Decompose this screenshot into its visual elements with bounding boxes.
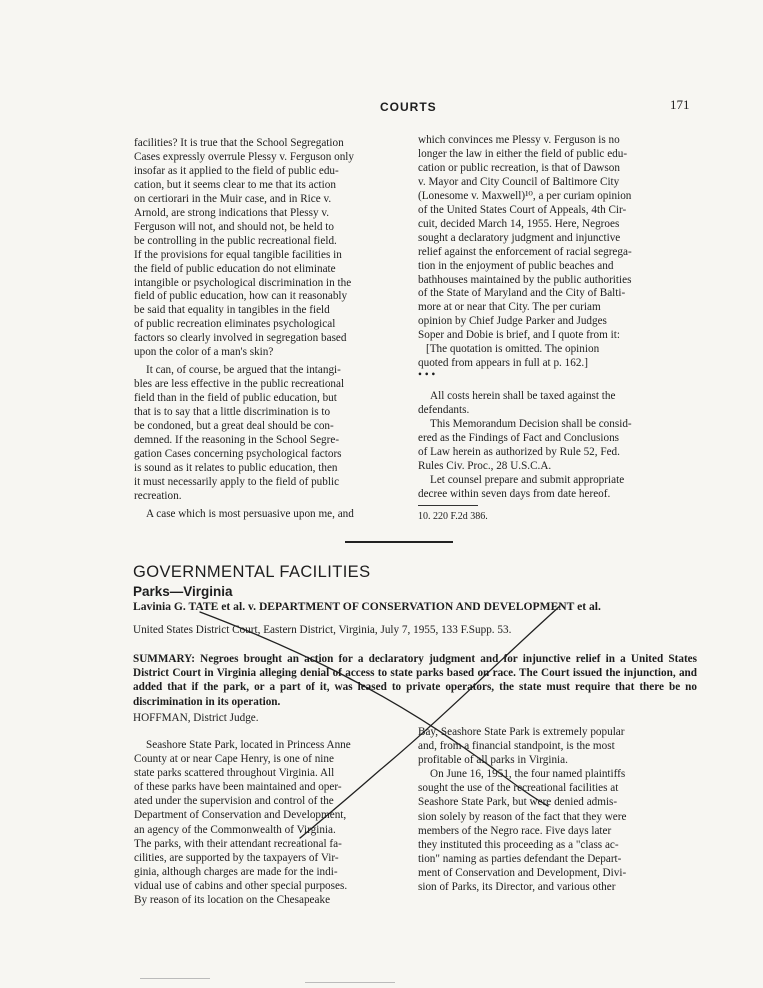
text-line: of the United States Court of Appeals, 4th Cir- — [418, 203, 627, 216]
text-line: Let counsel prepare and submit appropriate — [430, 473, 625, 486]
text-line: Cases expressly overrule Plessy v. Ferguson only — [134, 150, 354, 163]
text-line: the field of public education do not eliminate — [134, 262, 336, 275]
case-title: Lavinia G. TATE et al. v. DEPARTMENT OF CONSERVATION AND DEVELOPMENT et al. — [133, 600, 601, 613]
text-line: be controlling in the public recreational field. — [134, 234, 337, 247]
text-line: ment of Conservation and Development, Divi- — [418, 866, 627, 879]
text-line: bles are less effective in the public recreational — [134, 378, 345, 391]
text-line: Bay, Seashore State Park is extremely popular — [418, 726, 625, 738]
section-title: GOVERNMENTAL FACILITIES — [133, 563, 371, 581]
running-head: COURTS — [380, 100, 437, 114]
text-line: Department of Conservation and Development, — [134, 809, 347, 822]
page-number: 171 — [670, 97, 690, 112]
text-line: profitable of all parks in Virginia. — [418, 754, 568, 767]
text-line: bathhouses maintained by the public authorities — [418, 273, 632, 286]
text-line: quoted from appears in full at p. 162.] — [418, 357, 588, 370]
text-line: factors so clearly involved in segregation based — [134, 332, 347, 345]
text-line: tion" naming as parties defendant the Depart- — [418, 852, 622, 865]
text-line: be condoned, but a great deal should be con- — [134, 420, 334, 433]
text-line: insofar as it applied to the field of public edu- — [134, 164, 339, 177]
text-line: which convinces me Plessy v. Ferguson is no — [418, 134, 620, 146]
text-line: opinion by Chief Judge Parker and Judges — [418, 315, 607, 328]
text-line: On June 16, 1951, the four named plaintiffs — [430, 768, 626, 781]
text-line: an agency of the Commonwealth of Virginia. — [134, 823, 336, 836]
text-line: If the provisions for equal tangible facilities in — [134, 248, 342, 261]
text-line: of these parks have been maintained and oper- — [134, 781, 342, 794]
text-line: This Memorandum Decision shall be consid- — [430, 418, 632, 431]
scan-edge-mark — [305, 982, 395, 983]
text-line: All costs herein shall be taxed against the — [430, 390, 616, 403]
text-line: ginia, although charges are made for the indi- — [134, 865, 338, 878]
text-line: 10. 220 F.2d 386. — [418, 510, 488, 522]
text-line: facilities? It is true that the School Segregation — [134, 137, 344, 149]
text-line: cation, but it seems clear to me that its action — [134, 178, 336, 191]
text-line: County at or near Cape Henry, is one of nine — [134, 753, 334, 766]
text-line: Ferguson will not, and should not, be held to — [134, 220, 334, 233]
text-line: demned. If the reasoning in the School Segre- — [134, 434, 340, 447]
text-line: sought the use of the recreational facilities at — [418, 782, 619, 795]
text-line: v. Mayor and City Council of Baltimore City — [418, 175, 620, 188]
text-line: ated under the supervision and control of the — [134, 795, 334, 808]
text-line: gation Cases concerning psychological factors — [134, 447, 342, 460]
text-line: relief against the enforcement of racial segrega- — [418, 245, 632, 258]
text-line: The parks, with their attendant recreational fa- — [134, 837, 342, 850]
text-line: sought a declaratory judgment and injunctive — [418, 231, 621, 244]
text-line: defendants. — [418, 404, 470, 417]
text-line: that is to say that a little discrimination is to — [134, 406, 331, 419]
text-line: more at or near that City. The per curiam — [418, 301, 601, 314]
text-line: sion of Parks, its Director, and various other — [418, 881, 616, 894]
court-citation: United States District Court, Eastern District, Virginia, July 7, 1955, 133 F.Supp. 53. — [133, 624, 512, 636]
text-line: Soper and Dobie is brief, and I quote from it: — [418, 329, 620, 342]
text-line: race. The Court issued the injunction, and added that if the park, or a part of it, was leased — [133, 667, 697, 694]
text-line: It can, of course, be argued that the intangi- — [146, 364, 341, 377]
text-line: on certiorari in the Muir case, and in Rice v. — [134, 192, 332, 205]
text-line: in a United States District Court in Virginia alleging denial of access to state parks based on — [133, 653, 697, 680]
text-line: of public recreation eliminates psychological — [134, 318, 336, 331]
text-line: • • • — [418, 369, 436, 382]
text-line: and, from a financial standpoint, is the most — [418, 740, 615, 753]
text-line: upon the color of a man's skin? — [134, 346, 274, 359]
text-line: Rules Civ. Proc., 28 U.S.C.A. — [418, 459, 552, 472]
text-line: recreation. — [134, 489, 182, 502]
text-line: they instituted this proceeding as a "class ac- — [418, 838, 619, 851]
text-line: it must necessarily apply to the field of public — [134, 475, 340, 488]
text-line: SUMMARY: Negroes brought an action for a declaratory judgment and for injunctive relief — [133, 653, 601, 665]
text-line: cilities, are supported by the taxpayers of Vir- — [134, 851, 339, 864]
text-line: By reason of its location on the Chesapeake — [134, 894, 331, 907]
text-line: cuit, decided March 14, 1955. Here, Negroes — [418, 217, 620, 230]
text-line: tion in the enjoyment of public beaches and — [418, 259, 614, 272]
text-line: Seashore State Park, but were denied admis- — [418, 796, 618, 809]
text-line: [The quotation is omitted. The opinion — [426, 343, 600, 356]
text-line: Seashore State Park, located in Princess Anne — [146, 739, 351, 751]
text-line: is sound as it relates to public education, then — [134, 461, 338, 474]
text-line: ered as the Findings of Fact and Conclusions — [418, 432, 620, 445]
text-line: (Lonesome v. Maxwell)¹⁰, a per curiam opinion — [418, 189, 632, 202]
text-line: to private operators, the state must require that there be no discrimination in its operation. — [133, 681, 698, 708]
section-subtitle: Parks—Virginia — [133, 584, 233, 599]
text-line: A case which is most persuasive upon me, and — [146, 507, 354, 520]
text-line: state parks scattered throughout Virginia. All — [134, 767, 335, 780]
text-line: of Law herein as authorized by Rule 52, Fed. — [418, 446, 620, 459]
text-line: members of the Negro race. Five days later — [418, 824, 612, 837]
text-line: longer the law in either the field of public edu- — [418, 147, 628, 160]
text-line: be said that equality in tangibles in the field — [134, 304, 330, 317]
text-line: cation or public recreation, is that of Dawson — [418, 161, 620, 174]
text-line: intangible or psychological discrimination in the — [134, 276, 352, 289]
text-line: Arnold, are strong indications that Plessy v. — [134, 206, 330, 219]
scan-edge-mark — [140, 978, 210, 979]
text-line: of the State of Maryland and the City of Balti- — [418, 287, 626, 300]
judge-line: HOFFMAN, District Judge. — [133, 712, 259, 724]
text-line: decree within seven days from date hereof. — [418, 487, 611, 500]
text-line: sion solely by reason of the fact that they were — [418, 810, 627, 823]
text-line: field than in the field of public education, but — [134, 392, 337, 405]
text-line: vidual use of cabins and other special purposes. — [134, 879, 348, 892]
text-line: field of public education, how can it reasonably — [134, 290, 348, 303]
